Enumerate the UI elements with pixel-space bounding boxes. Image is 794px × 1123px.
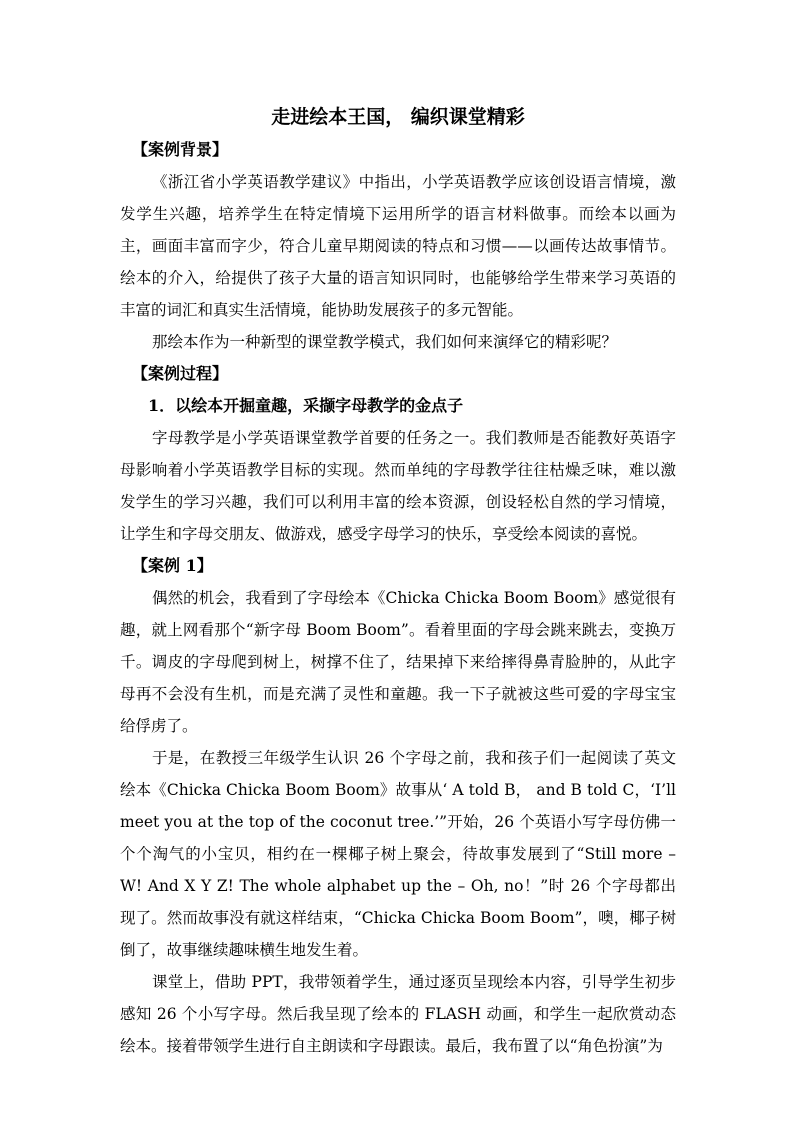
section-case-1 (120, 550, 676, 1062)
section-heading: 【案例 1】 (132, 556, 213, 575)
section-process (120, 358, 676, 550)
document-page (120, 100, 676, 1062)
paragraph: 于是，在教授三年级学生认识 26 个字母之前，我和孩子们一起阅读了英文绘本《Chicka Chicka Boom Boom》故事从‘ A told B， and B told C，‘I’ll meet you at the top of the coconut tree.’”开始，26 个英语小写字母仿佛一个个淘气的小宝贝，相约在一棵椰子树上聚会，待故事发展到了“Still more – W! And X Y Z! The whole alphabet up the – Oh, no！”时 26 个字母都出现了。然而故事没有就这样结束，“Chicka Chicka Boom Boom”，噢，椰子树倒了，故事继续趣味横生地发生着。 (120, 749, 676, 959)
paragraph: 偶然的机会，我看到了字母绘本《Chicka Chicka Boom Boom》感觉很有趣，就上网看那个“新字母 Boom Boom”。看着里面的字母会跳来跳去，变换万千。调皮的字母爬到树上，树撑不住了，结果掉下来给摔得鼻青脸肿的，从此字母再不会没有生机，而是充满了灵性和童趣。我一下子就被这些可爱的字母宝宝给俘虏了。 (120, 589, 676, 735)
paragraph: 《浙江省小学英语教学建议》中指出，小学英语教学应该创设语言情境，激发学生兴趣，培养学生在特定情境下运用所学的语言材料做事。而绘本以画为主，画面丰富而字少，符合儿童早期阅读的特点和习惯——以画传达故事情节。绘本的介入，给提供了孩子大量的语言知识同时，也能够给学生带来学习英语的丰富的词汇和真实生活情境，能协助发展孩子的多元智能。 (120, 173, 676, 319)
paragraph: 那绘本作为一种新型的课堂教学模式，我们如何来演绎它的精彩呢？ (152, 333, 618, 351)
section-heading: 【案例背景】 (132, 140, 229, 159)
paragraph: 课堂上，借助 PPT，我带领着学生，通过逐页呈现绘本内容，引导学生初步感知 26 个小写字母。然后我呈现了绘本的 FLASH 动画，和学生一起欣赏动态绘本。接着带领学生进行自主朗读和字母跟读。最后，我布置了以“角色扮演”为 (120, 973, 676, 1055)
section-heading: 【案例过程】 (132, 364, 229, 383)
section-background (120, 134, 676, 358)
document-title: 走进绘本王国， 编织课堂精彩 (271, 106, 525, 128)
paragraph: 字母教学是小学英语课堂教学首要的任务之一。我们教师是否能教好英语字母影响着小学英语教学目标的实现。然而单纯的字母教学往往枯燥乏味，难以激发学生的学习兴趣，我们可以利用丰富的绘本资源，创设轻松自然的学习情境，让学生和字母交朋友、做游戏，感受字母学习的快乐，享受绘本阅读的喜悦。 (120, 429, 676, 543)
sub-heading: 1．以绘本开掘童趣，采撷字母教学的金点子 (148, 396, 464, 415)
